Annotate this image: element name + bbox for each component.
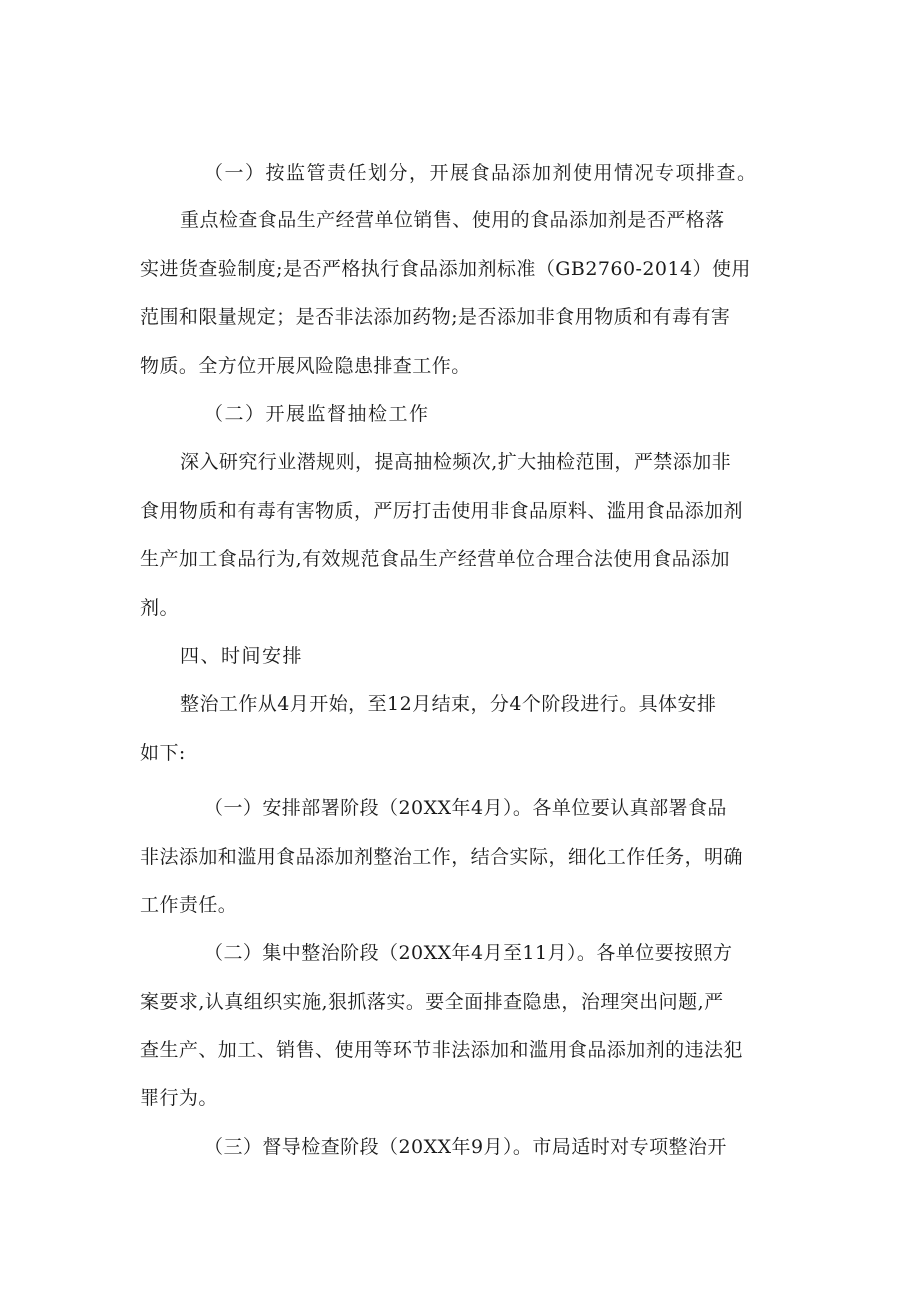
paragraph-line: 物质。全方位开展风险隐患排查工作。 bbox=[140, 355, 471, 377]
paragraph-line: 剂。 bbox=[140, 597, 179, 619]
paragraph-line: 案要求,认真组织实施,狠抓落实。要全面排查隐患，治理突出问题,严 bbox=[140, 991, 724, 1013]
paragraph-line: 工作责任。 bbox=[140, 894, 238, 916]
subsection-heading: （一）按监管责任划分，开展食品添加剂使用情况专项排查。 bbox=[204, 162, 758, 184]
paragraph-line: （一）安排部署阶段（20XX年4月）。各单位要认真部署食品 bbox=[204, 797, 727, 819]
paragraph-line: 深入研究行业潜规则，提高抽检频次,扩大抽检范围，严禁添加非 bbox=[180, 451, 732, 473]
paragraph-line: 如下: bbox=[140, 742, 186, 764]
paragraph-line: 罪行为。 bbox=[140, 1087, 218, 1109]
paragraph-line: 重点检查食品生产经营单位销售、使用的食品添加剂是否严格落 bbox=[180, 209, 725, 231]
paragraph-line: （二）集中整治阶段（20XX年4月至11月）。各单位要按照方 bbox=[204, 942, 733, 964]
paragraph-line: （三）督导检查阶段（20XX年9月）。市局适时对专项整治开 bbox=[204, 1136, 727, 1158]
paragraph-line: 查生产、加工、销售、使用等环节非法添加和滥用食品添加剂的违法犯 bbox=[140, 1039, 743, 1061]
paragraph-line: 非法添加和滥用食品添加剂整治工作，结合实际，细化工作任务，明确 bbox=[140, 846, 743, 868]
paragraph-line: 生产加工食品行为,有效规范食品生产经营单位合理合法使用食品添加 bbox=[140, 548, 730, 570]
subsection-heading: （二）开展监督抽检工作 bbox=[204, 403, 430, 425]
section-heading: 四、时间安排 bbox=[180, 645, 304, 667]
paragraph-line: 范围和限量规定；是否非法添加药物;是否添加非食用物质和有毒有害 bbox=[140, 306, 731, 328]
paragraph-line: 整治工作从4月开始，至12月结束，分4个阶段进行。具体安排 bbox=[180, 693, 717, 715]
paragraph-line: 食用物质和有毒有害物质，严厉打击使用非食品原料、滥用食品添加剂 bbox=[140, 500, 743, 522]
paragraph-line: 实进货查验制度;是否严格执行食品添加剂标准（GB2760-2014）使用 bbox=[140, 258, 751, 280]
